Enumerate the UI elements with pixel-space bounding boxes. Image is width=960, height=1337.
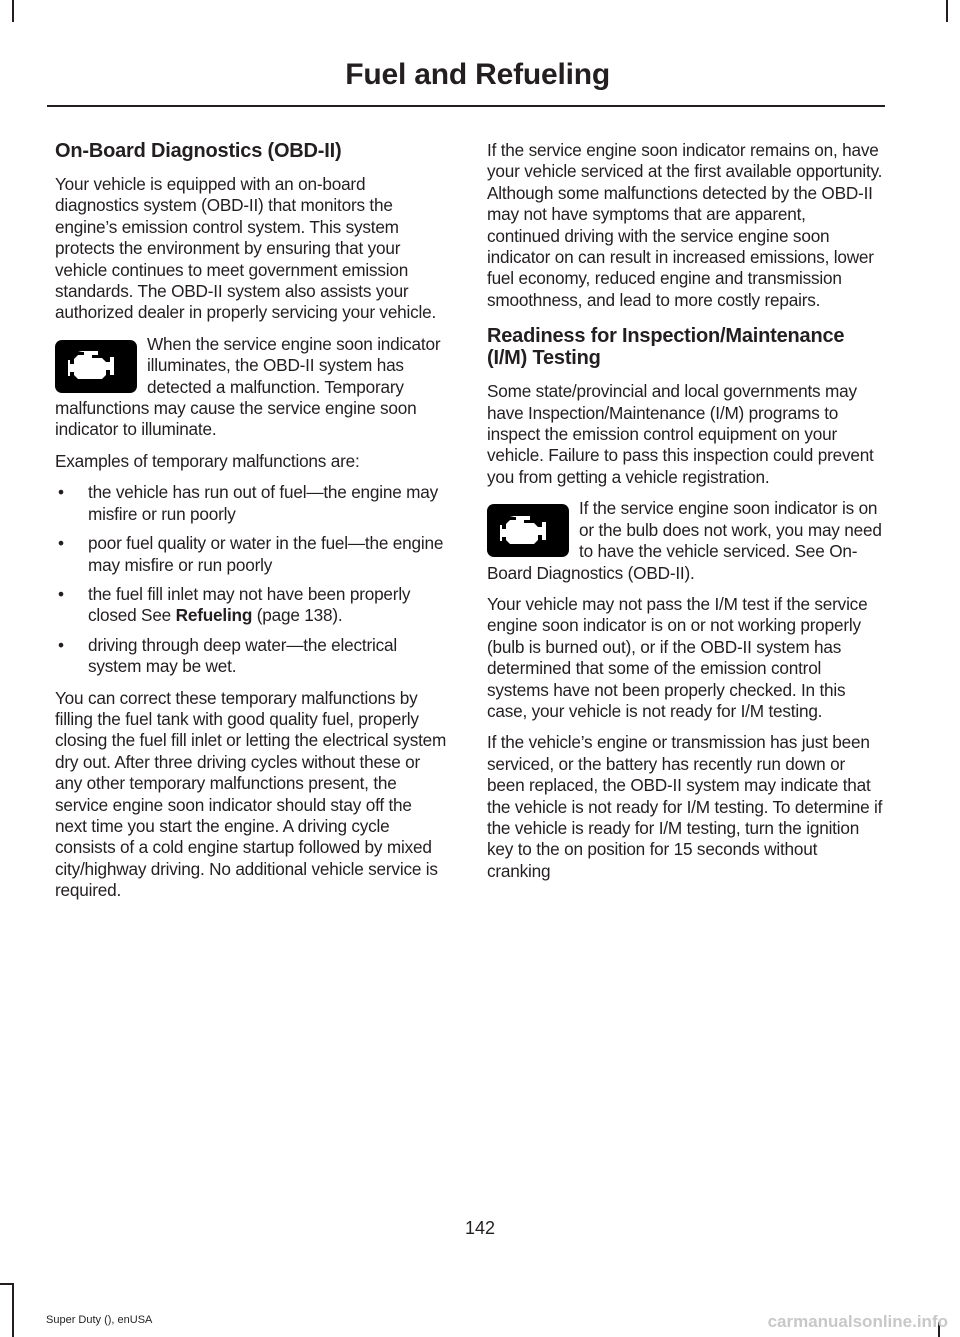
im-programs-paragraph: Some state/provincial and local governments may have Inspection/Maintenance (I/M) programs to inspect the emission control equipment on your vehicle. Failure to pass this inspection could prevent you from getting a vehicle registration. (487, 381, 874, 487)
list-item-text: the fuel fill inlet may not have been properly closed See (88, 583, 411, 626)
list-item: • poor fuel quality or water in the fuel—the engine may misfire or run poorly (55, 533, 447, 576)
edition-label: Super Duty (), enUSA (46, 1314, 153, 1326)
list-item: • the vehicle has run out of fuel—the engine may misfire or run poorly (55, 482, 447, 525)
malfunction-list (55, 482, 447, 677)
icon-paragraph-block (487, 498, 883, 584)
crop-mark-top-left (12, 0, 14, 22)
page-title: Fuel and Refueling (345, 58, 610, 91)
right-column (487, 140, 883, 892)
list-item: • driving through deep water—the electrical system may be wet. (55, 635, 447, 678)
im-test-paragraph: Your vehicle may not pass the I/M test if the service engine soon indicator is on or not working properly (bulb is burned out), or if the OBD-II system has determined that some of the emission control systems have not been properly checked. In this case, your vehicle is not ready for I/M testing. (487, 593, 868, 721)
readiness-heading: Readiness for Inspection/Maintenance (I/M) Testing (487, 325, 845, 370)
crop-mark-bottom-left-h (0, 1283, 14, 1285)
obd-intro-paragraph: Your vehicle is equipped with an on-board diagnostics system (OBD-II) that monitors the engine’s emission control system. This system protects the environment by ensuring that your vehicle continues to meet government emission standards. The OBD-II system also assists your authorized dealer in properly servicing your vehicle. (55, 174, 437, 323)
refueling-link[interactable]: Refueling (175, 605, 253, 626)
list-item (55, 584, 447, 627)
check-engine-icon (487, 504, 569, 557)
correction-paragraph: You can correct these temporary malfunctions by filling the fuel tank with good quality fuel, properly closing the fuel fill inlet or letting the electrical system dry out. After three driving cycles without these or any other temporary malfunctions present, the service engine soon indicator should stay off the next time you start the engine. A driving cycle consists of a cold engine startup followed by mixed city/highway driving. No additional vehicle service is required. (55, 687, 447, 901)
icon-paragraph-block (55, 334, 447, 441)
page-number: 142 (464, 1218, 496, 1238)
page-reference: (page 138). (252, 605, 343, 626)
left-column (55, 140, 447, 912)
indicator-paragraph: When the service engine soon indicator illuminates, the OBD-II system has detected a malfunction. Temporary malfunctions may cause the service engine soon indicator to illuminate. (55, 333, 441, 440)
crop-mark-top-right (946, 0, 948, 22)
serviced-paragraph: If the vehicle’s engine or transmission has just been serviced, or the battery has recently run down or been replaced, the OBD-II system may indicate that the vehicle is not ready for I/M testing. To determine if the vehicle is ready for I/M testing, turn the ignition key to the on position for 15 seconds without cranking (487, 732, 883, 881)
obd-heading: On-Board Diagnostics (OBD-II) (55, 140, 342, 162)
examples-intro: Examples of temporary malfunctions are: (55, 450, 360, 471)
check-engine-icon (55, 340, 137, 393)
crop-mark-bottom-left (12, 1283, 14, 1337)
watermark: carmanualsonline.info (767, 1312, 948, 1331)
header-divider (47, 105, 885, 107)
remains-on-paragraph: If the service engine soon indicator remains on, have your vehicle serviced at the first available opportunity. Although some malfunctions detected by the OBD-II may not have symptoms that are apparent, continued driving with the service engine soon indicator on can result in increased emissions, lower fuel economy, reduced engine and transmission smoothness, and lead to more costly repairs. (487, 140, 883, 310)
bulb-paragraph: If the service engine soon indicator is on or the bulb does not work, you may need to have the vehicle serviced. See On-Board Diagnostics (OBD-II). (487, 498, 882, 583)
